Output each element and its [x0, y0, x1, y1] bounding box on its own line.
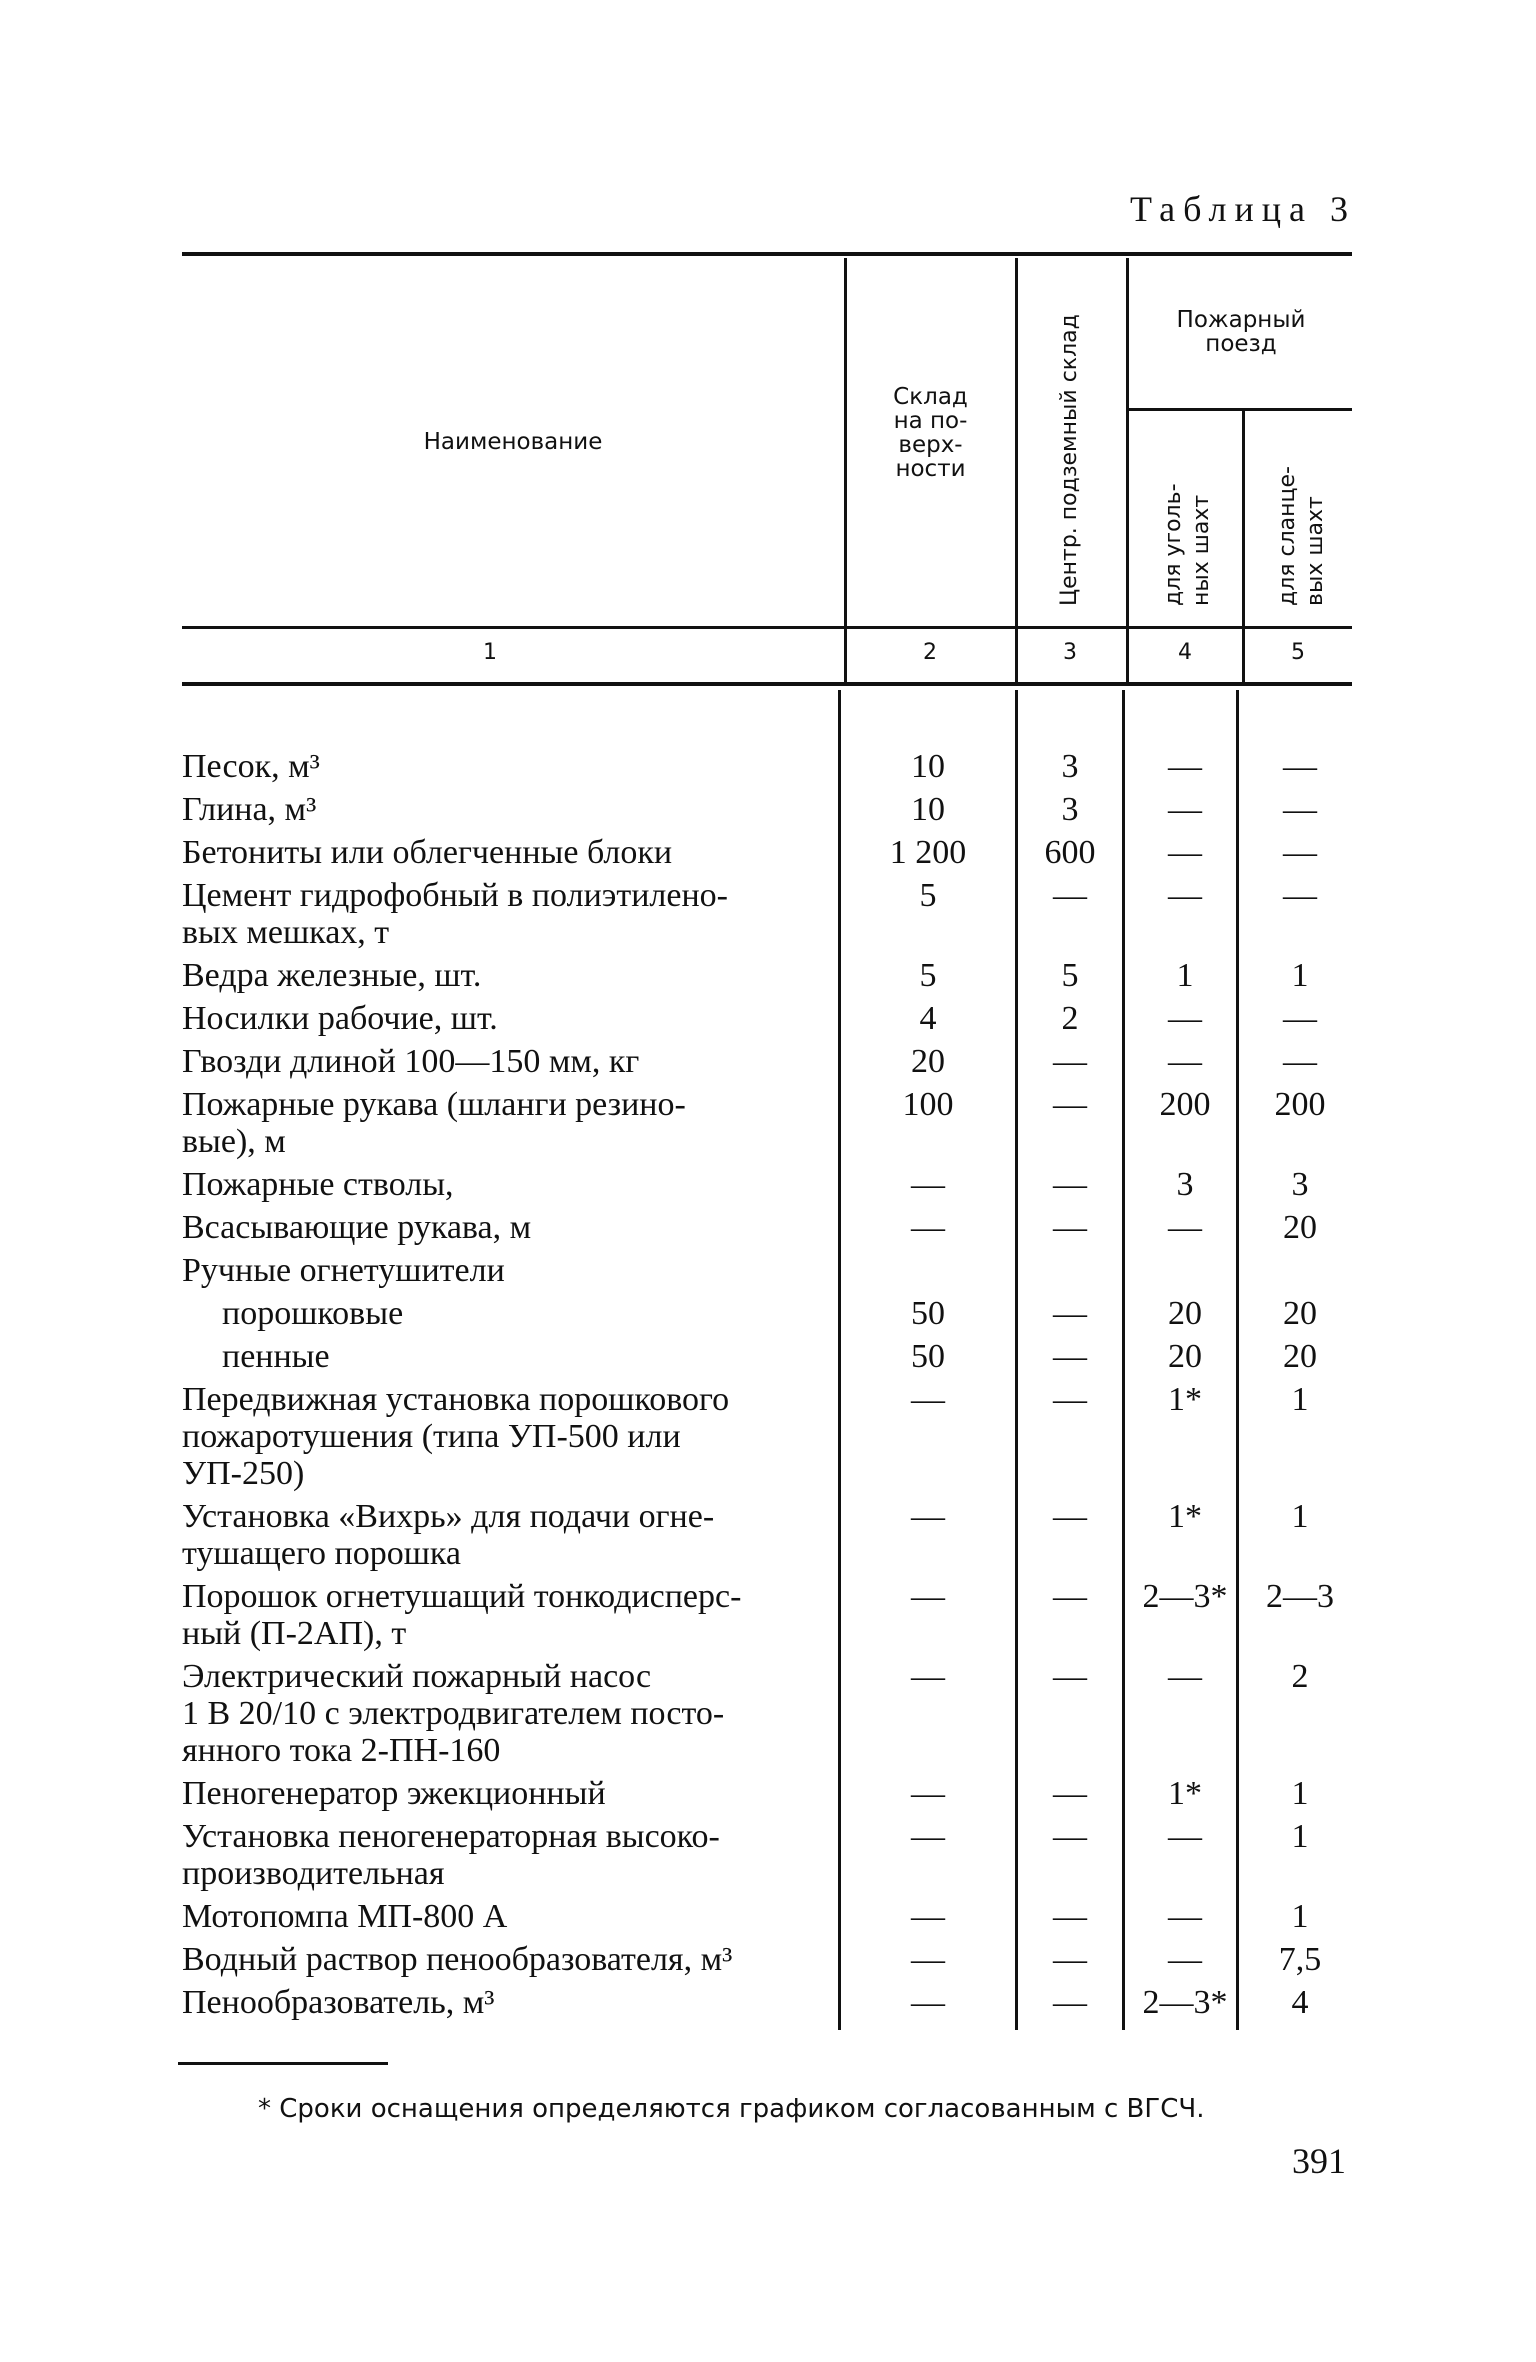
row-cell-c5: 20	[1283, 1295, 1317, 1332]
row-cell-c4: —	[1168, 1209, 1202, 1246]
row-cell-c4: —	[1168, 877, 1202, 914]
header-vrule-1	[844, 258, 847, 686]
header-surface-warehouse: Склад на по- верх- ности	[893, 384, 968, 482]
row-cell-c2: 1 200	[889, 834, 967, 871]
row-name: Цемент гидрофобный в полиэтилено- вых мешках, т	[182, 877, 728, 951]
row-cell-c3: —	[1053, 1984, 1087, 2021]
row-name: Носилки рабочие, шт.	[182, 1000, 498, 1037]
table-title: Таблица 3	[1130, 189, 1356, 229]
row-cell-c3: —	[1053, 1941, 1087, 1978]
header-coal-mines: для уголь- ных шахт	[1161, 483, 1214, 606]
row-cell-c2: —	[911, 1898, 945, 1935]
row-name: Пожарные стволы,	[182, 1166, 454, 1203]
header-central-warehouse: Центр. подземный склад	[1057, 314, 1082, 606]
row-cell-c4: —	[1168, 1658, 1202, 1695]
row-cell-c2: 10	[911, 791, 945, 828]
row-cell-c5: 2	[1291, 1658, 1309, 1695]
row-cell-c5: 1	[1291, 957, 1309, 994]
row-cell-c3: —	[1053, 1381, 1087, 1418]
row-cell-c2: 10	[911, 748, 945, 785]
row-name: порошковые	[222, 1295, 404, 1332]
row-cell-c4: 1*	[1168, 1498, 1202, 1535]
row-cell-c4: —	[1168, 834, 1202, 871]
row-name: Электрический пожарный насос 1 В 20/10 с электродвигателем посто- янного тока 2-ПН-160	[182, 1658, 725, 1769]
row-cell-c3: 2	[1061, 1000, 1079, 1037]
row-name: Ручные огнетушители	[182, 1252, 505, 1289]
row-name: Передвижная установка порошкового пожаротушения (типа УП-500 или УП-250)	[182, 1381, 730, 1492]
body-vrule-1	[838, 690, 841, 2030]
row-cell-c4: —	[1168, 1000, 1202, 1037]
row-cell-c2: —	[911, 1818, 945, 1855]
header-name: Наименование	[423, 429, 603, 455]
row-name: Установка пеногенераторная высоко- производительная	[182, 1818, 720, 1892]
row-cell-c4: 1*	[1168, 1775, 1202, 1812]
row-cell-c5: 7,5	[1278, 1941, 1322, 1978]
row-cell-c2: —	[911, 1658, 945, 1695]
row-name: Ведра железные, шт.	[182, 957, 482, 994]
row-cell-c2: —	[911, 1381, 945, 1418]
numbers-bottom-rule	[182, 682, 1352, 686]
header-bottom-rule	[182, 626, 1352, 629]
row-cell-c2: 50	[911, 1338, 945, 1375]
row-name: Пенообразователь, м³	[182, 1984, 495, 2021]
row-cell-c3: 3	[1061, 791, 1079, 828]
header-vrule-3	[1126, 258, 1129, 686]
row-name: пенные	[222, 1338, 330, 1375]
row-cell-c5: 200	[1274, 1086, 1326, 1123]
row-name: Гвозди длиной 100—150 мм, кг	[182, 1043, 640, 1080]
row-cell-c3: —	[1053, 877, 1087, 914]
row-cell-c3: —	[1053, 1498, 1087, 1535]
header-vrule-2	[1015, 258, 1018, 686]
row-cell-c4: —	[1168, 791, 1202, 828]
row-cell-c5: —	[1283, 748, 1317, 785]
row-name: Порошок огнетушащий тонкодисперс- ный (П-2АП), т	[182, 1578, 742, 1652]
row-cell-c2: 4	[919, 1000, 937, 1037]
row-name: Пожарные рукава (шланги резино- вые), м	[182, 1086, 686, 1160]
row-cell-c4: 20	[1168, 1338, 1202, 1375]
row-cell-c5: 1	[1291, 1381, 1309, 1418]
row-cell-c2: 5	[919, 957, 937, 994]
row-cell-c3: —	[1053, 1043, 1087, 1080]
row-name: Установка «Вихрь» для подачи огне- тушащего порошка	[182, 1498, 715, 1572]
row-name: Водный раствор пенообразователя, м³	[182, 1941, 733, 1978]
row-cell-c4: —	[1168, 1043, 1202, 1080]
row-cell-c2: 100	[902, 1086, 954, 1123]
column-number-3: 3	[1063, 640, 1077, 665]
row-cell-c5: 1	[1291, 1498, 1309, 1535]
row-cell-c4: 1	[1176, 957, 1194, 994]
row-name: Бетониты или облегченные блоки	[182, 834, 673, 871]
column-number-4: 4	[1178, 640, 1192, 665]
row-cell-c3: —	[1053, 1898, 1087, 1935]
row-cell-c2: —	[911, 1578, 945, 1615]
page-number: 391	[1292, 2141, 1346, 2181]
row-cell-c3: 600	[1044, 834, 1096, 871]
row-cell-c2: —	[911, 1498, 945, 1535]
row-name: Песок, м³	[182, 748, 320, 785]
row-cell-c4: —	[1168, 1898, 1202, 1935]
row-cell-c3: —	[1053, 1578, 1087, 1615]
row-name: Глина, м³	[182, 791, 317, 828]
row-cell-c5: —	[1283, 1043, 1317, 1080]
row-cell-c4: 2—3*	[1142, 1578, 1228, 1615]
row-cell-c3: —	[1053, 1295, 1087, 1332]
header-fire-train: Пожарный поезд	[1176, 307, 1306, 357]
row-cell-c3: —	[1053, 1775, 1087, 1812]
row-cell-c3: —	[1053, 1166, 1087, 1203]
row-cell-c4: —	[1168, 1818, 1202, 1855]
row-cell-c3: —	[1053, 1818, 1087, 1855]
row-cell-c2: —	[911, 1941, 945, 1978]
row-cell-c2: —	[911, 1209, 945, 1246]
row-cell-c5: —	[1283, 877, 1317, 914]
row-cell-c4: 200	[1159, 1086, 1211, 1123]
row-cell-c5: 2—3	[1266, 1578, 1334, 1615]
row-cell-c5: 20	[1283, 1338, 1317, 1375]
row-cell-c5: —	[1283, 834, 1317, 871]
row-cell-c2: —	[911, 1166, 945, 1203]
row-cell-c5: —	[1283, 791, 1317, 828]
column-number-5: 5	[1291, 640, 1305, 665]
row-name: Мотопомпа МП-800 А	[182, 1898, 508, 1935]
row-cell-c2: 50	[911, 1295, 945, 1332]
row-cell-c5: 1	[1291, 1898, 1309, 1935]
row-cell-c2: 20	[911, 1043, 945, 1080]
row-cell-c5: 1	[1291, 1775, 1309, 1812]
footnote-rule	[178, 2062, 388, 2065]
fire-train-subrule	[1126, 408, 1352, 411]
column-number-2: 2	[923, 640, 937, 665]
header-top-rule	[182, 252, 1352, 256]
header-vrule-4	[1242, 410, 1245, 686]
column-number-1: 1	[483, 640, 497, 665]
header-shale-mines: для сланце- вых шахт	[1275, 466, 1328, 606]
row-cell-c2: —	[911, 1775, 945, 1812]
row-cell-c5: 4	[1291, 1984, 1309, 2021]
row-cell-c3: 5	[1061, 957, 1079, 994]
row-cell-c5: 1	[1291, 1818, 1309, 1855]
row-cell-c2: 5	[919, 877, 937, 914]
row-cell-c3: —	[1053, 1658, 1087, 1695]
row-cell-c4: —	[1168, 748, 1202, 785]
footnote: * Сроки оснащения определяются графиком согласованным с ВГСЧ.	[258, 2094, 1205, 2124]
row-cell-c4: —	[1168, 1941, 1202, 1978]
row-cell-c3: —	[1053, 1086, 1087, 1123]
row-name: Всасывающие рукава, м	[182, 1209, 532, 1246]
row-cell-c2: —	[911, 1984, 945, 2021]
row-name: Пеногенератор эжекционный	[182, 1775, 606, 1812]
row-cell-c5: 3	[1291, 1166, 1309, 1203]
row-cell-c5: 20	[1283, 1209, 1317, 1246]
row-cell-c4: 3	[1176, 1166, 1194, 1203]
row-cell-c3: —	[1053, 1338, 1087, 1375]
row-cell-c4: 1*	[1168, 1381, 1202, 1418]
row-cell-c3: —	[1053, 1209, 1087, 1246]
row-cell-c4: 20	[1168, 1295, 1202, 1332]
row-cell-c3: 3	[1061, 748, 1079, 785]
row-cell-c4: 2—3*	[1142, 1984, 1228, 2021]
row-cell-c5: —	[1283, 1000, 1317, 1037]
